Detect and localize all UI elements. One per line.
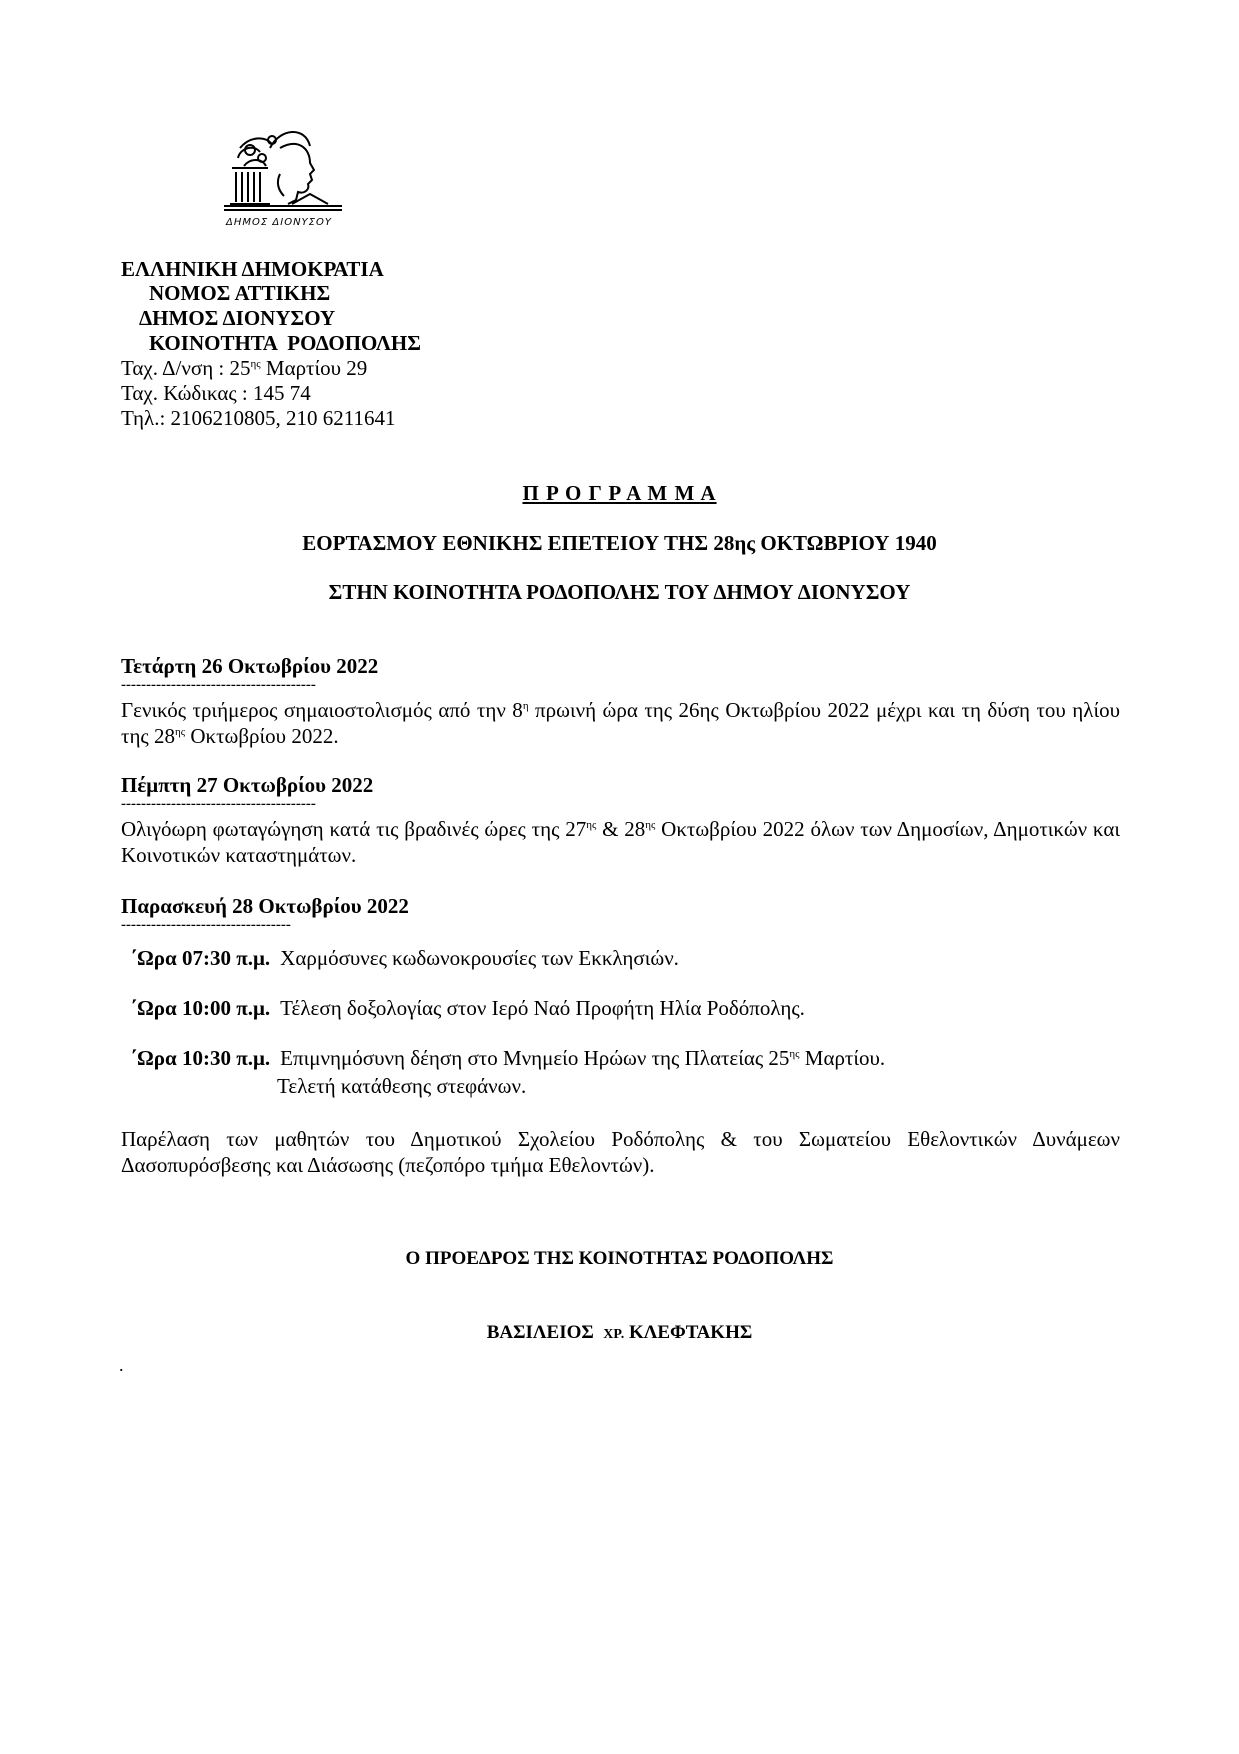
day-heading-thursday: Πέμπτη 27 Οκτωβρίου 2022 (121, 773, 374, 797)
event-0730: ΄Ωρα 07:30 π.μ. Χαρμόσυνες κωδωνοκρουσίες των Εκκλησιών. (130, 946, 679, 970)
day-heading-friday: Παρασκευή 28 Οκτωβρίου 2022 (121, 894, 409, 918)
header-prefecture: ΝΟΜΟΣ ΑΤΤΙΚΗΣ (149, 281, 331, 305)
event-1030: ΄Ωρα 10:30 π.μ. Επιμνημόσυνη δέηση στο Μνημείο Ηρώων της Πλατείας $25^{\eta\varsigma}$ Μαρτίου. (130, 1046, 886, 1070)
address-street: Ταχ. Δ/νση : $25^{\eta\varsigma}$ Μαρτίου 29 (121, 356, 368, 380)
footer-dot: . (119, 1355, 124, 1375)
signature-role: Ο ΠΡΟΕΔΡΟΣ ΤΗΣ ΚΟΙΝΟΤΗΤΑΣ ΡΟΔΟΠΟΛΗΣ (405, 1248, 834, 1269)
day-heading-wednesday: Τετάρτη 26 Οκτωβρίου 2022 (121, 654, 379, 678)
document-title: Π Ρ Ο Γ Ρ Α Μ Μ Α (522, 481, 717, 505)
header-municipality: ΔΗΜΟΣ ΔΙΟΝΥΣΟΥ (139, 306, 336, 330)
document-subtitle-2: ΣΤΗΝ ΚΟΙΝΟΤΗΤΑ ΡΟΔΟΠΟΛΗΣ ΤΟΥ ΔΗΜΟΥ ΔΙΟΝΥΣΟΥ (328, 580, 911, 604)
dash-separator: ---------------------------------- (121, 918, 291, 932)
day-text-thursday: Ολιγόωρη φωταγώγηση κατά τις βραδινές ώρες της $27^{\eta\varsigma}$ & $28^{\eta\varsigma}$ Οκτωβρίου 2022 όλων των Δημοσίων, Δημοτικών και Κοινοτικών καταστημάτων. (121, 817, 1120, 867)
signature-name: ΒΑΣΙΛΕΙΟΣ ΧΡ. ΚΛΕΦΤΑΚΗΣ (486, 1322, 753, 1343)
dash-separator: --------------------------------------- (121, 797, 316, 811)
address-phone: Τηλ.: 2106210805, 210 6211641 (121, 406, 396, 430)
municipality-logo (210, 118, 348, 236)
parade-text: Παρέλαση των μαθητών του Δημοτικού Σχολείου Ροδόπολης & του Σωματείου Εθελοντικών Δυνάμεων Δασοπυρόσβεσης και Διάσωσης (πεζοπόρο τμήμα Εθελοντών). (121, 1127, 1120, 1177)
address-postal: Ταχ. Κώδικας : 145 74 (121, 381, 311, 405)
logo-caption: ΔΗΜΟΣ ΔΙΟΝΥΣΟΥ (226, 217, 332, 228)
header-country: ΕΛΛΗΝΙΚΗ ΔΗΜΟΚΡΑΤΙΑ (121, 257, 384, 281)
header-community: ΚΟΙΝΟΤΗΤΑ ΡΟΔΟΠΟΛΗΣ (149, 331, 421, 355)
document-subtitle-1: ΕΟΡΤΑΣΜΟΥ ΕΘΝΙΚΗΣ ΕΠΕΤΕΙΟΥ ΤΗΣ 28ης ΟΚΤΩΒΡΙΟΥ 1940 (302, 531, 937, 555)
event-1030-detail: Τελετή κατάθεσης στεφάνων. (277, 1074, 527, 1098)
dash-separator: --------------------------------------- (121, 678, 316, 692)
event-1000: ΄Ωρα 10:00 π.μ. Τέλεση δοξολογίας στον Ιερό Ναό Προφήτη Ηλία Ροδόπολης. (130, 996, 805, 1020)
day-text-wednesday: Γενικός τριήμερος σημαιοστολισμός από την $8^\eta$ πρωινή ώρα της 26ης Οκτωβρίου 2022 μέχρι και τη δύση του ηλίου της $28^{\eta\varsigma}$ Οκτωβρίου 2022. (121, 698, 1121, 748)
